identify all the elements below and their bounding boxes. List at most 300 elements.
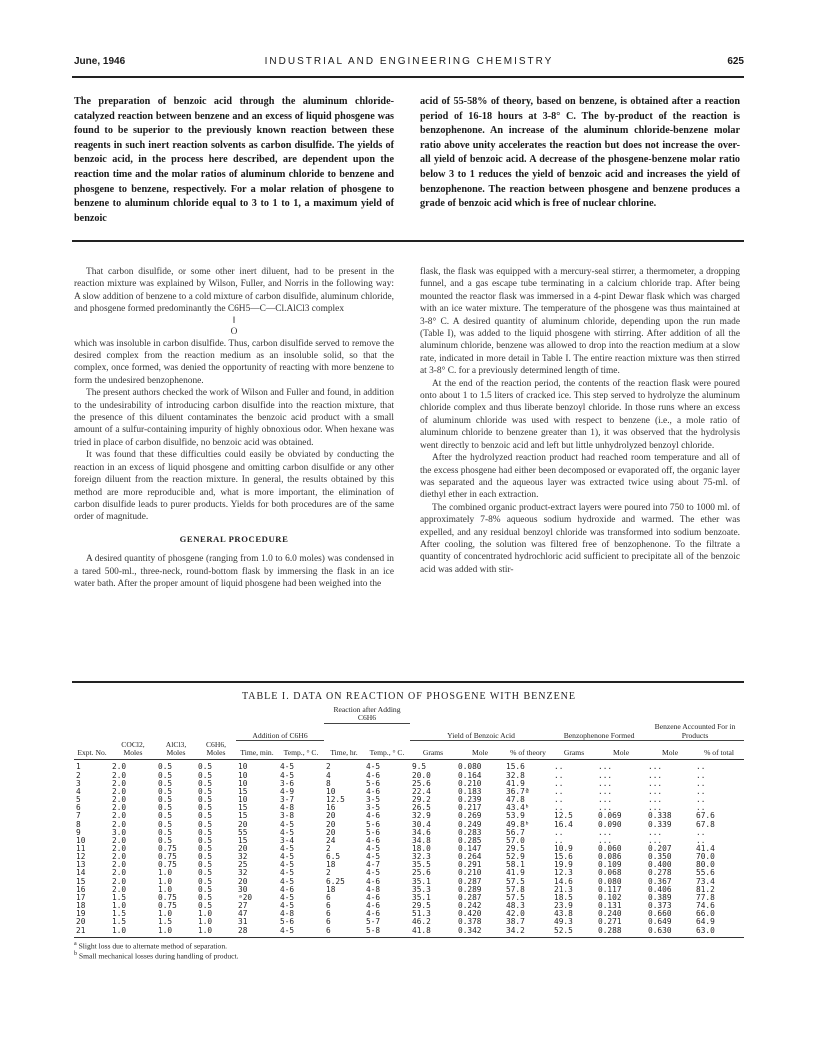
table-cell: 0.75 <box>158 860 177 870</box>
table-cell: 25.6 <box>412 868 431 878</box>
table-cell: 42.0 <box>506 909 525 919</box>
table-cell: 0.5 <box>198 786 213 796</box>
table-cell: 3 <box>76 778 81 788</box>
table-cell: 80.0 <box>696 860 715 870</box>
table-cell: 6 <box>76 803 81 813</box>
table-cell: 32 <box>238 852 248 862</box>
table-cell: 2.0 <box>112 876 127 886</box>
table-cell: .. <box>554 835 564 845</box>
table-cell: 20 <box>238 819 248 829</box>
table-cell: .. <box>554 803 564 813</box>
column-header: % of theory <box>504 741 552 760</box>
table-cell: 0.75 <box>158 892 177 902</box>
table-cell: 3-5 <box>366 803 381 813</box>
column-header: Grams <box>410 741 456 760</box>
table-cell: 0.164 <box>458 770 482 780</box>
footnote: $^b$ Small mechanical losses during handling of product. <box>74 951 239 961</box>
table-cell: 6.25 <box>326 876 345 886</box>
table-cell: 4-5 <box>280 827 295 837</box>
table-cell: 64.9 <box>696 917 715 927</box>
table-cell: 0.080 <box>598 876 622 886</box>
table-cell: 0.660 <box>648 909 672 919</box>
table-cell: 12.5 <box>326 795 345 805</box>
table-cell: 10 <box>326 786 336 796</box>
table-cell: 34.2 <box>506 925 525 935</box>
header-rule <box>72 76 744 78</box>
table-cell: 15.6 <box>506 762 525 772</box>
table-cell: .. <box>696 803 706 813</box>
journal-name: INDUSTRIAL AND ENGINEERING CHEMISTRY <box>264 56 554 67</box>
table-cell: 18 <box>326 860 336 870</box>
table-cell: 20.0 <box>412 770 431 780</box>
table-cell: 29.5 <box>506 844 525 853</box>
table-cell: 67.6 <box>696 811 715 821</box>
table-cell: 58.1 <box>506 860 525 870</box>
issue-date: June, 1946 <box>74 56 126 67</box>
table-cell: 0.5 <box>158 811 173 821</box>
table-cell: 13 <box>76 860 86 870</box>
table-cell: 0.217 <box>458 803 482 813</box>
table-cell: 12.3 <box>554 868 573 878</box>
table-cell: ... <box>648 762 663 772</box>
table-row <box>74 780 744 788</box>
table-cell: 4-5 <box>280 819 295 829</box>
table-cell: 14.6 <box>554 876 573 886</box>
table-cell: 4-6 <box>366 901 381 911</box>
column-header: Expt. No. <box>74 741 110 760</box>
table-cell: 2.0 <box>112 803 127 813</box>
table-cell: 57.5 <box>506 876 525 886</box>
table-cell: 2.0 <box>112 795 127 805</box>
table-cell: 0.131 <box>598 901 622 911</box>
table-cell: 32.8 <box>506 770 525 780</box>
table-cell: 0.5 <box>158 795 173 805</box>
table-cell: 0.342 <box>458 925 482 935</box>
table-cell: 3-4 <box>280 835 295 845</box>
table-cell: 30 <box>238 884 248 894</box>
table-cell: 0.350 <box>648 852 672 862</box>
table-cell: 3-8 <box>280 811 295 821</box>
table-cell: 0.183 <box>458 786 482 796</box>
table-cell: 2.0 <box>112 868 127 878</box>
table-cell: 57.8 <box>506 884 525 894</box>
table-cell: 1.0 <box>158 884 173 894</box>
table-cell: 8 <box>76 819 81 829</box>
table-row <box>74 772 744 780</box>
table-cell: 10 <box>238 770 248 780</box>
table-cell: 0.5 <box>158 819 173 829</box>
table-cell: 4-6 <box>366 770 381 780</box>
table-cell: ... <box>598 835 613 845</box>
table-cell: 0.5 <box>158 803 173 813</box>
table-cell: 55 <box>238 827 248 837</box>
table-cell: 0.5 <box>198 778 213 788</box>
table-cell: 1.0 <box>198 909 213 919</box>
abstract-left-column: The preparation of benzoic acid through the aluminum chloride-catalyzed reaction between benzene and an excess of liquid phosgene was found to be superior to the previously known reaction between these reagents in such inert reaction solvents as carbon disulfide. The yields of benzoic acid, in the process here described, are dependent upon the reaction time and the molar ratios of aluminum chloride to benzene and phosgene to benzene, respectively. For a molar relation of phosgene to benzene to aluminum chloride equal to 3 to 1 to 1, a maximum yield of benzoic <box>74 96 394 224</box>
table-cell: 32.9 <box>412 811 431 821</box>
table-cell: 3.0 <box>112 827 127 837</box>
table-cell: 10 <box>76 835 86 845</box>
table-cell: 0.75 <box>158 901 177 911</box>
table-cell: 55.6 <box>696 868 715 878</box>
table-cell: 0.109 <box>598 860 622 870</box>
table-cell: .. <box>696 786 706 796</box>
table-cell: .. <box>696 762 706 772</box>
table-cell: 20 <box>326 819 336 829</box>
table-cell: 1.0 <box>158 868 173 878</box>
paragraph: At the end of the reaction period, the contents of the reaction flask were poured onto about 1 to 1.5 liters of cracked ice. This step served to hydrolyze the aluminum chloride complex and thus liberate benzoyl chloride. In those runs where an excess of aluminum chloride was used with respect to benzene (i.e., a mole ratio of aluminum chloride to benzene greater than 1), it was observed that the hydrolysis went directly to benzoic acid and left but little unhydrolyzed benzoyl chloride. <box>420 378 740 451</box>
table-cell: 4-9 <box>280 786 295 796</box>
table-cell: 0.090 <box>598 819 622 829</box>
table-cell: 4 <box>76 786 81 796</box>
table-cell: ... <box>598 827 613 837</box>
table-cell: ... <box>598 778 613 788</box>
table-cell: 10 <box>238 778 248 788</box>
table-cell: 2 <box>76 770 81 780</box>
table-section <box>74 691 744 961</box>
table-cell: 52.9 <box>506 852 525 862</box>
table-cell: 5 <box>76 795 81 805</box>
table-cell: 2.0 <box>112 852 127 862</box>
table-cell: 12.5 <box>554 811 573 821</box>
table-cell: 0.069 <box>598 811 622 821</box>
table-cell: 4-5 <box>280 762 295 772</box>
table-cell: 6.5 <box>326 852 341 862</box>
table-cell: 2 <box>326 868 331 878</box>
table-bottom-rule <box>74 937 744 938</box>
table-cell: 2.0 <box>112 860 127 870</box>
table-cell: 53.9 <box>506 811 525 821</box>
table-row <box>74 878 744 886</box>
table-cell: 2 <box>326 762 331 772</box>
table-cell: 11 <box>76 844 86 853</box>
column-header: Time, min. <box>236 741 278 760</box>
table-cell: 41.9 <box>506 868 525 878</box>
table-cell: 0.389 <box>648 892 672 902</box>
table-cell: 0.338 <box>648 811 672 821</box>
table-cell: .. <box>554 827 564 837</box>
column-header: Grams <box>552 741 596 760</box>
body-left-column <box>74 266 394 590</box>
table-cell: ... <box>598 770 613 780</box>
table-cell: 5-8 <box>366 925 381 935</box>
table-cell: 23.9 <box>554 901 573 911</box>
table-cell: 0.5 <box>198 835 213 845</box>
table-cell: 8 <box>326 778 331 788</box>
table-cell: 1.0 <box>112 925 127 935</box>
table-cell: 18 <box>326 884 336 894</box>
table-cell: ... <box>598 803 613 813</box>
table-cell: 0.373 <box>648 901 672 911</box>
formula-bond: ‖ <box>232 315 236 326</box>
table-cell: 21 <box>76 925 86 935</box>
table-cell: 6 <box>326 909 331 919</box>
table-cell: 18 <box>76 901 86 911</box>
table-row <box>74 812 744 820</box>
table-cell: ... <box>648 803 663 813</box>
table-cell: 24 <box>326 835 336 845</box>
table-cell: .. <box>696 795 706 805</box>
table-cell: 1.5 <box>112 892 127 902</box>
table-cell: 2.0 <box>112 762 127 772</box>
table-cell: 4-6 <box>366 909 381 919</box>
table-cell: 0.269 <box>458 811 482 821</box>
table-cell: 4-5 <box>366 844 381 853</box>
table-cell: 4 <box>326 770 331 780</box>
table-row <box>74 760 744 772</box>
table-cell: 10 <box>238 795 248 805</box>
table-cell: 4-5 <box>280 770 295 780</box>
table-cell: 0.117 <box>598 884 622 894</box>
table-cell: 0.239 <box>458 795 482 805</box>
table-cell: 70.0 <box>696 852 715 862</box>
table-cell: 0.630 <box>648 925 672 935</box>
table-cell: 6 <box>326 925 331 935</box>
table-cell: 0.5 <box>158 762 173 772</box>
table-cell: 15 <box>238 811 248 821</box>
table-cell: 16.4 <box>554 819 573 829</box>
table-cell: 35.3 <box>412 884 431 894</box>
table-cell: 48.3 <box>506 901 525 911</box>
table-cell: 49.3 <box>554 917 573 927</box>
table-cell: 0.5 <box>198 901 213 911</box>
table-row <box>74 821 744 829</box>
column-header: COCl2, Moles <box>110 741 156 760</box>
table-cell: 0.367 <box>648 876 672 886</box>
table-cell: 2.0 <box>112 844 127 853</box>
table-cell: 49.8ᵇ <box>506 819 530 829</box>
table-cell: 3-5 <box>366 795 381 805</box>
table-cell: 4-8 <box>280 803 295 813</box>
table-cell: 5-6 <box>280 917 295 927</box>
table-cell: 7 <box>76 811 81 821</box>
table-cell: ... <box>648 795 663 805</box>
table-title: TABLE I. DATA ON REACTION OF PHOSGENE WITH BENZENE <box>241 691 577 702</box>
table-cell: 31 <box>238 917 248 927</box>
table-cell: 2.0 <box>112 835 127 845</box>
table-cell: 4-5 <box>366 762 381 772</box>
table-cell: ... <box>598 762 613 772</box>
table-cell: 4-5 <box>280 844 295 853</box>
table-cell: 20 <box>76 917 86 927</box>
abstract-rule <box>72 240 744 242</box>
paragraph: flask, the flask was equipped with a mercury-seal stirrer, a thermometer, a dropping funnel, and a gas escape tube terminating in a calcium chloride trap. After being mounted the reactor flask was immersed in a 4-pint Dewar flask which was charged with an ice water mixture. The temperature of the phosgene was thus maintained at 3-8° C. A desired quantity of aluminum chloride, depending upon the run made (Table I), was added to the liquid phosgene with stirring. After addition of all the aluminum chloride, benzene was allowed to drop into the reaction medium at a slow rate, indicated in more detail in Table I. The entire reaction mixture was then stirred at 3-8° C. for a previously determined length of time. <box>420 267 740 377</box>
table-cell: 0.287 <box>458 892 482 902</box>
column-header: Time, hr. <box>324 741 364 760</box>
data-table <box>74 706 744 935</box>
table-cell: 4-5 <box>280 901 295 911</box>
table-row <box>74 910 744 918</box>
table-cell: 0.5 <box>158 770 173 780</box>
table-cell: 29.2 <box>412 795 431 805</box>
table-cell: 1.0 <box>158 876 173 886</box>
table-cell: 15 <box>238 786 248 796</box>
table-cell: .. <box>554 786 564 796</box>
table-cell: 15 <box>76 876 86 886</box>
table-cell: 28 <box>238 925 248 935</box>
column-header: Temp., ° C. <box>364 741 410 760</box>
table-cell: 0.5 <box>198 819 213 829</box>
table-cell: ᵃ20 <box>238 892 253 902</box>
table-cell: 10.9 <box>554 844 573 853</box>
table-cell: 46.2 <box>412 917 431 927</box>
table-cell: 0.5 <box>158 835 173 845</box>
paragraph: The present authors checked the work of Wilson and Fuller and found, in addition to the undesirability of introducing carbon disulfide into the reaction mixture, that the presence of this diluent contaminates the benzoic acid product with a small amount of a sulfur-containing impurity of highly obnoxious odor. When hexane was tried in place of carbon disulfide, no benzoic acid was obtained. <box>74 388 394 448</box>
group-header-addition: Addition of C6H6 <box>236 706 324 741</box>
table-cell: 2.0 <box>112 778 127 788</box>
table-cell: 2.0 <box>112 884 127 894</box>
table-cell: 41.4 <box>696 844 715 853</box>
table-cell: 0.147 <box>458 844 482 853</box>
table-cell: 1.0 <box>198 917 213 927</box>
table-cell: 16 <box>326 803 336 813</box>
table-cell: 0.5 <box>198 884 213 894</box>
table-cell: 4-5 <box>280 925 295 935</box>
table-cell: 57.0 <box>506 835 525 845</box>
table-cell: 9.5 <box>412 762 427 772</box>
table-cell: 67.8 <box>696 819 715 829</box>
table-cell: 0.5 <box>198 868 213 878</box>
table-cell: 74.6 <box>696 901 715 911</box>
table-cell: 0.400 <box>648 860 672 870</box>
table-cell: 0.240 <box>598 909 622 919</box>
table-cell: 38.7 <box>506 917 525 927</box>
table-cell: 1.0 <box>158 909 173 919</box>
table-cell: 41.9 <box>506 778 525 788</box>
paragraph: After the hydrolyzed reaction product had reached room temperature and all of the excess phosgene had either been decomposed or evaporated off, the organic layer was separated and the aqueous layer was extracted twice using about 75-ml. of diethyl ether in each extraction. <box>420 453 740 501</box>
table-row <box>74 918 744 926</box>
table-cell: 18.5 <box>554 892 573 902</box>
table-cell: 2.0 <box>112 811 127 821</box>
table-cell: 0.5 <box>198 860 213 870</box>
column-header: Mole <box>596 741 646 760</box>
table-cell: 1.5 <box>112 917 127 927</box>
table-cell: 4-5 <box>366 868 381 878</box>
table-cell: 0.207 <box>648 844 672 853</box>
table-cell: 3-7 <box>280 795 295 805</box>
table-cell: 34.8 <box>412 835 431 845</box>
table-cell: 1.5 <box>112 909 127 919</box>
table-cell: 4-6 <box>366 892 381 902</box>
paragraph: That carbon disulfide, or some other inert diluent, had to be present in the reaction mixture was explained by Wilson, Fuller, and Norris in the following way: A slow addition of benzene to a cold mixture of carbon disulfide, aluminum chloride, and phosgene formed predominantly the C6H5—C—Cl.AlCl3 complex <box>74 267 394 315</box>
table-cell: 35.5 <box>412 860 431 870</box>
table-cell: 4-5 <box>280 876 295 886</box>
table-cell: 0.649 <box>648 917 672 927</box>
table-cell: 0.287 <box>458 876 482 886</box>
running-header <box>74 56 744 70</box>
table-cell: 0.278 <box>648 868 672 878</box>
table-row <box>74 861 744 869</box>
table-cell: 0.210 <box>458 778 482 788</box>
table-cell: 0.5 <box>158 778 173 788</box>
table-cell: .. <box>554 778 564 788</box>
table-cell: 29.5 <box>412 901 431 911</box>
footnote: $^a$ Slight loss due to alternate method of separation. <box>74 940 228 951</box>
table-cell: 0.068 <box>598 868 622 878</box>
table-row <box>74 927 744 935</box>
table-cell: 51.3 <box>412 909 431 919</box>
table-cell: 0.249 <box>458 819 482 829</box>
table-cell: 81.2 <box>696 884 715 894</box>
table-cell: 73.4 <box>696 876 715 886</box>
section-heading: GENERAL PROCEDURE <box>179 533 289 544</box>
paragraph: It was found that these difficulties could easily be obviated by conducting the reaction in an excess of liquid phosgene and omitting carbon disulfide or any other foreign diluent from the reaction mixture. In general, the results obtained by this method are more reproducible and, what is more important, the elimination of carbon disulfide leads to purer products. Yields for both procedures are of the same order of magnitude. <box>74 450 394 523</box>
table-cell: 30.4 <box>412 819 431 829</box>
table-cell: 35.1 <box>412 876 431 886</box>
table-cell: 5-6 <box>366 827 381 837</box>
table-cell: 35.1 <box>412 892 431 902</box>
table-row <box>74 796 744 804</box>
table-cell: 0.210 <box>458 868 482 878</box>
column-header: Mole <box>646 741 694 760</box>
table-row <box>74 829 744 837</box>
table-cell: ... <box>648 786 663 796</box>
table-cell: 6 <box>326 892 331 902</box>
table-cell: 0.75 <box>158 844 177 853</box>
table-cell: 0.080 <box>458 762 482 772</box>
table-cell: 15 <box>238 803 248 813</box>
table-cell: ... <box>648 770 663 780</box>
table-cell: 4-6 <box>366 876 381 886</box>
group-header-yield: Yield of Benzoic Acid <box>410 723 552 740</box>
table-cell: 2.0 <box>112 770 127 780</box>
table-cell: 36.7ª <box>506 786 530 796</box>
table-cell: 52.5 <box>554 925 573 935</box>
table-cell: 27 <box>238 901 248 911</box>
table-cell: .. <box>696 835 706 845</box>
table-cell: 0.264 <box>458 852 482 862</box>
table-row <box>74 902 744 910</box>
table-cell: 0.060 <box>598 844 622 853</box>
table-cell: 2 <box>326 844 331 853</box>
table-cell: 0.291 <box>458 860 482 870</box>
table-cell: 41.8 <box>412 925 431 935</box>
table-cell: ... <box>648 778 663 788</box>
table-cell: 66.0 <box>696 909 715 919</box>
table-cell: .. <box>554 795 564 805</box>
column-header-row <box>74 741 744 760</box>
table-cell: 32 <box>238 868 248 878</box>
table-cell: 14 <box>76 868 86 878</box>
table-cell: 0.289 <box>458 884 482 894</box>
table-cell: 19 <box>76 909 86 919</box>
table-cell: 32.3 <box>412 852 431 862</box>
column-header: AlCl3, Moles <box>156 741 196 760</box>
paragraph: The combined organic product-extract layers were poured into 750 to 1000 ml. of approximately 7-8% aqueous sodium hydroxide and warmed. The ether was expelled, and any residual benzoyl chloride was transformed into sodium benzoate. After cooling, the solution was filtered free of benzophenone. To the filtrate a quantity of concentrated hydrochloric acid sufficient to precipitate all of the benzoic acid was added with stir- <box>420 502 740 575</box>
table-row <box>74 788 744 796</box>
table-cell: 0.5 <box>158 827 173 837</box>
table-cell: 12 <box>76 852 86 862</box>
table-cell: ... <box>648 827 663 837</box>
table-cell: 0.5 <box>198 852 213 862</box>
paragraph: which was insoluble in carbon disulfide. Thus, carbon disulfide served to remove the desired complex from the reaction medium as an insoluble solid, so that the complex, once formed, was denied the opportunity of reacting with more benzene to form the undesired benzophenone. <box>74 338 394 386</box>
table-cell: 0.5 <box>198 892 213 902</box>
table-cell: 9 <box>76 827 81 837</box>
table-cell: 5-6 <box>366 778 381 788</box>
table-cell: 4-6 <box>366 811 381 821</box>
table-row <box>74 869 744 877</box>
table-cell: 1.0 <box>158 925 173 935</box>
column-header: Mole <box>456 741 504 760</box>
column-header: Temp., ° C. <box>278 741 324 760</box>
table-cell: 0.75 <box>158 852 177 862</box>
table-cell: ... <box>648 835 663 845</box>
table-cell: 4-8 <box>366 884 381 894</box>
table-cell: 20 <box>326 811 336 821</box>
table-cell: 34.6 <box>412 827 431 837</box>
table-cell: 5-7 <box>366 917 381 927</box>
table-cell: .. <box>554 770 564 780</box>
